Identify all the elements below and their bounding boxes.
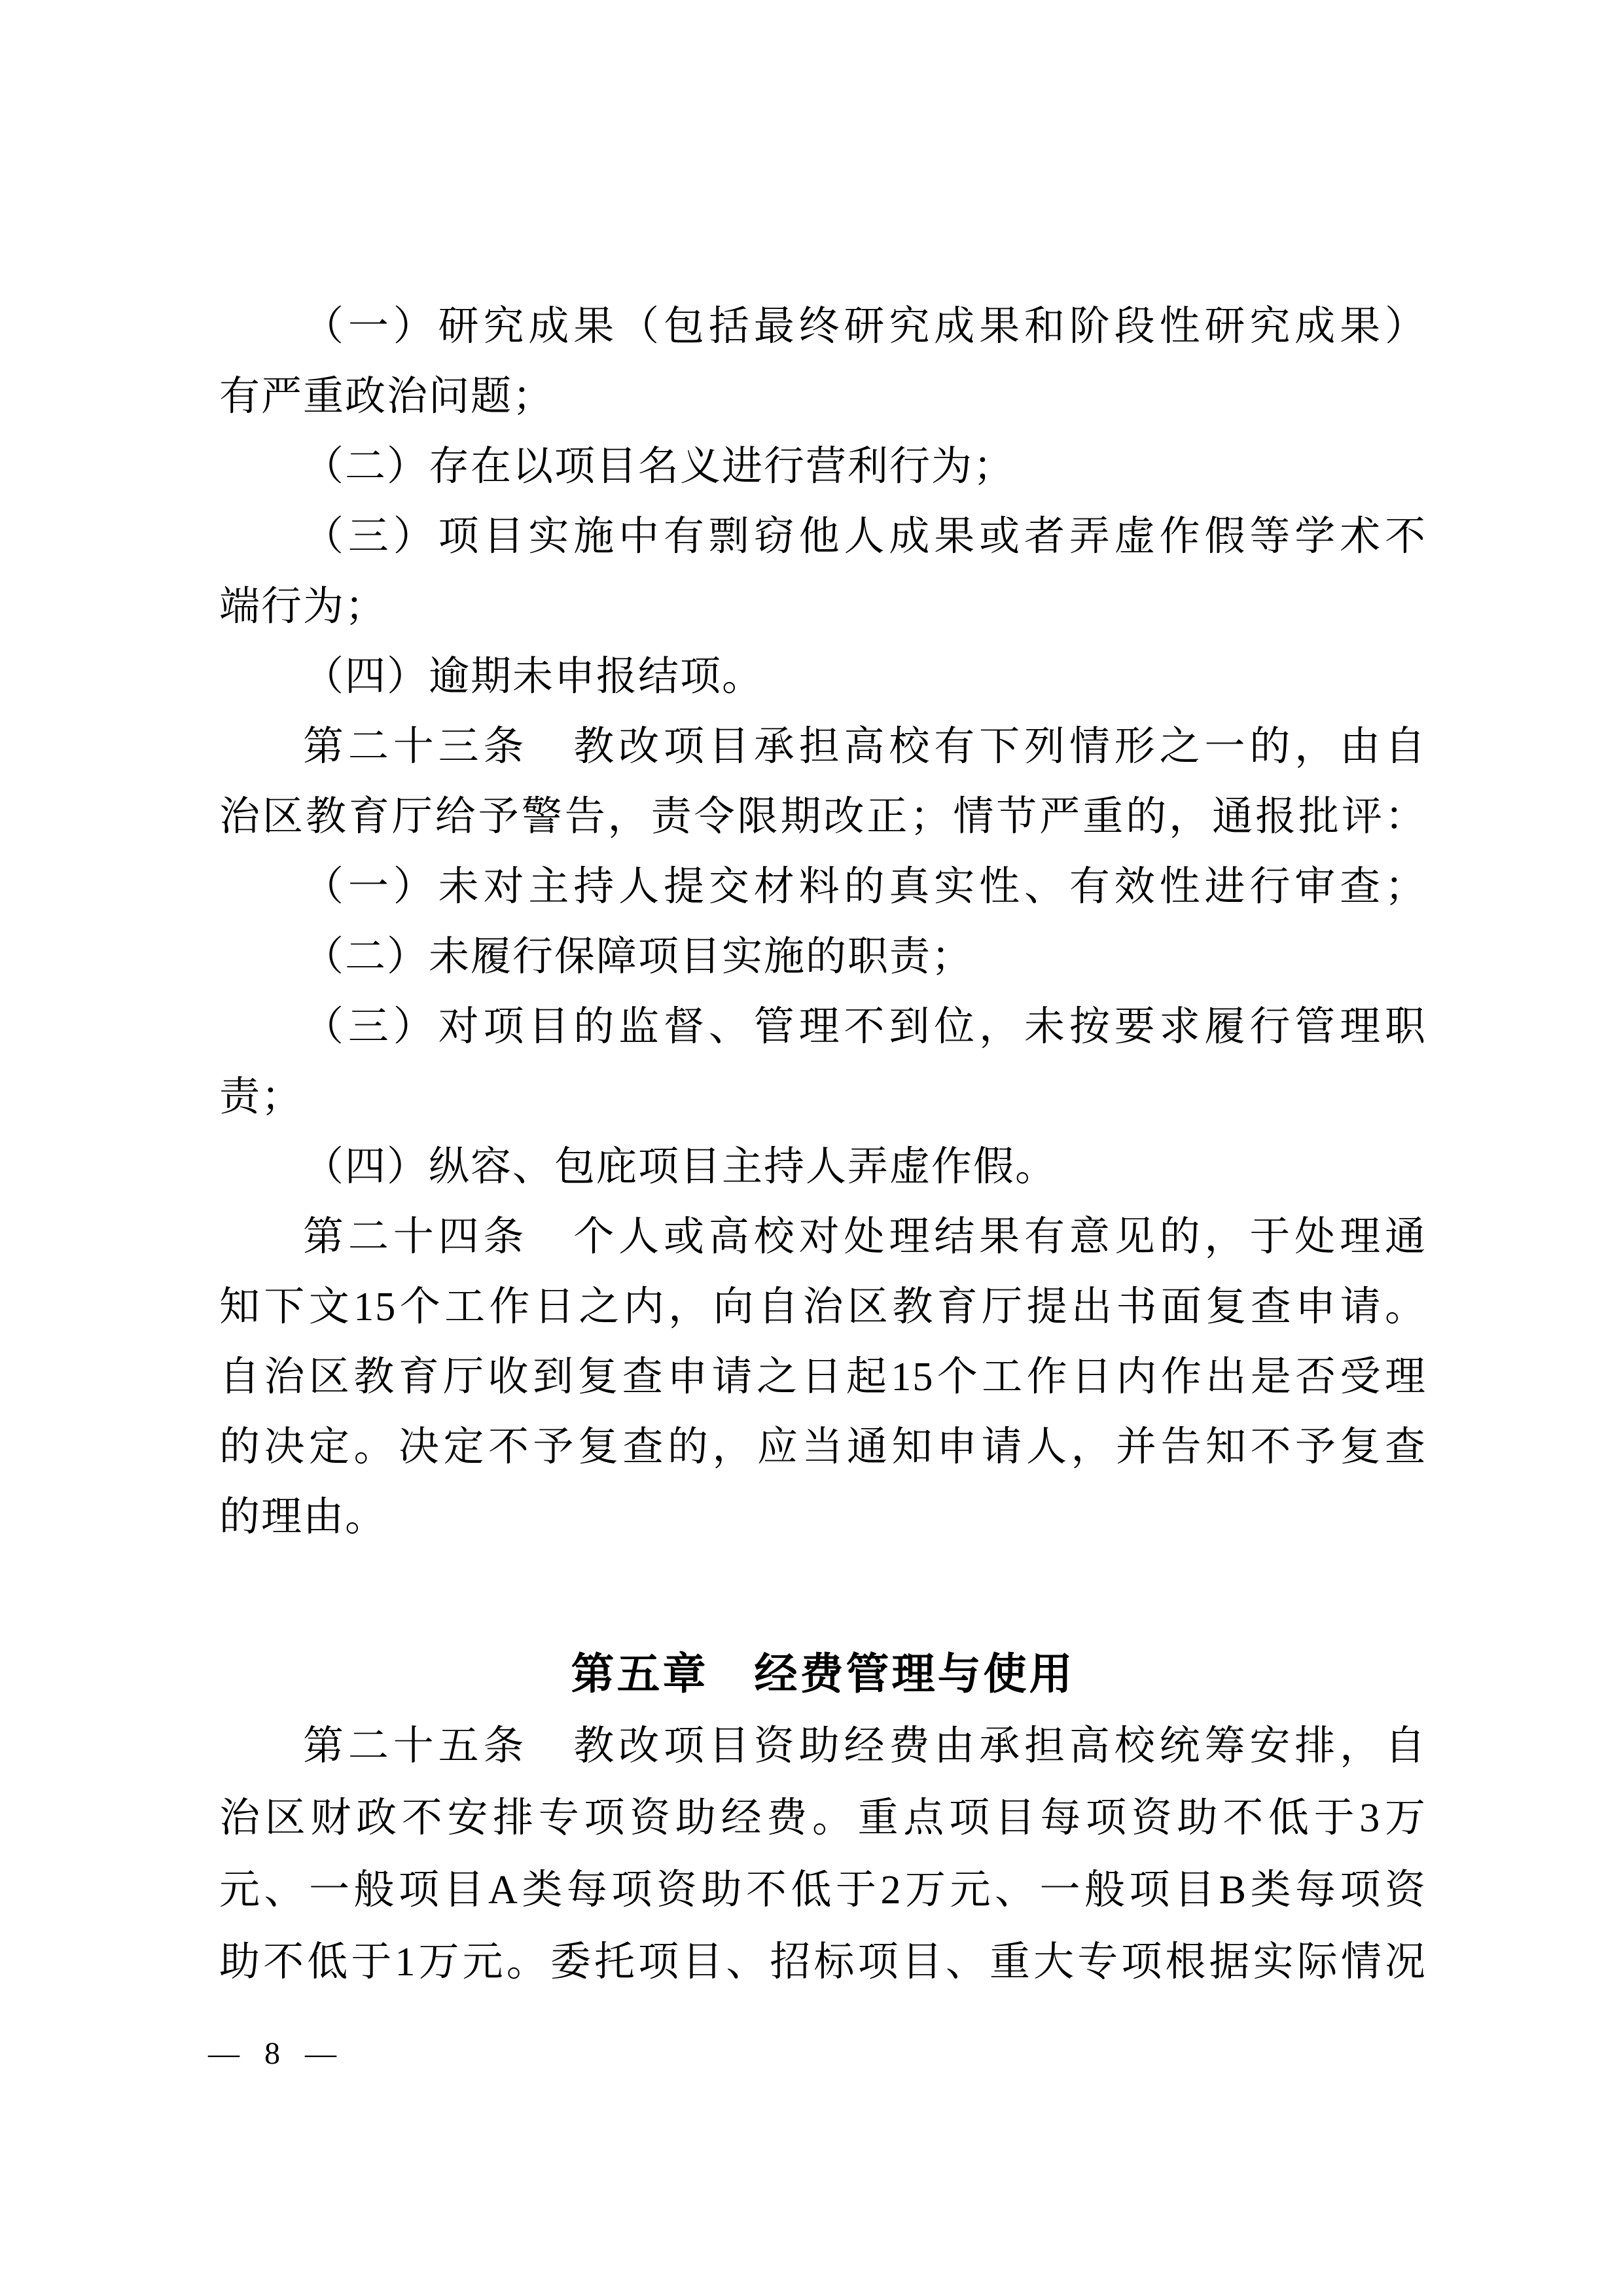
text-line: （二）未履行保障项目实施的职责； bbox=[303, 935, 974, 979]
text-line: 第二十五条 教改项目资助经费由承担高校统筹安排，自 bbox=[303, 1724, 1427, 1768]
chapter-heading: 第五章 经费管理与使用 bbox=[571, 1649, 1075, 1698]
chapter-body-text-block bbox=[219, 1710, 1427, 1998]
text-line: 的决定。决定不予复查的，应当通知申请人，并告知不予复查 bbox=[219, 1425, 1427, 1469]
text-line: 知下文15个工作日之内，向自治区教育厅提出书面复查申请。 bbox=[219, 1285, 1427, 1329]
text-line: 治区教育厅给予警告，责令限期改正；情节严重的，通报批评： bbox=[219, 795, 1427, 839]
text-line: 责； bbox=[219, 1075, 304, 1119]
text-line: 助不低于1万元。委托项目、招标项目、重大专项根据实际情况 bbox=[219, 1940, 1427, 1984]
text-line: 有严重政治问题； bbox=[219, 374, 555, 419]
page-number: — 8 — bbox=[208, 2036, 345, 2071]
text-line: （一）未对主持人提交材料的真实性、有效性进行审查； bbox=[303, 865, 1427, 909]
text-line: 的理由。 bbox=[219, 1495, 387, 1539]
text-line: 第二十三条 教改项目承担高校有下列情形之一的，由自 bbox=[303, 725, 1427, 769]
text-line: （一）研究成果（包括最终研究成果和阶段性研究成果） bbox=[303, 304, 1427, 349]
text-line: （二）存在以项目名义进行营利行为； bbox=[303, 444, 1016, 489]
text-line: （三）对项目的监督、管理不到位，未按要求履行管理职 bbox=[303, 1005, 1427, 1049]
text-line: 自治区教育厅收到复查申请之日起15个工作日内作出是否受理 bbox=[219, 1355, 1427, 1399]
text-line: 治区财政不安排专项资助经费。重点项目每项资助不低于3万 bbox=[219, 1796, 1427, 1840]
text-line: 第二十四条 个人或高校对处理结果有意见的，于处理通 bbox=[303, 1215, 1427, 1259]
text-line: 端行为； bbox=[219, 584, 387, 629]
text-line: （四）逾期未申报结项。 bbox=[303, 655, 764, 699]
text-line: （三）项目实施中有剽窃他人成果或者弄虚作假等学术不 bbox=[303, 514, 1427, 559]
text-line: 元、一般项目A类每项资助不低于2万元、一般项目B类每项资 bbox=[219, 1868, 1427, 1912]
text-line: （四）纵容、包庇项目主持人弄虚作假。 bbox=[303, 1145, 1058, 1189]
body-text-block bbox=[219, 292, 1427, 1552]
